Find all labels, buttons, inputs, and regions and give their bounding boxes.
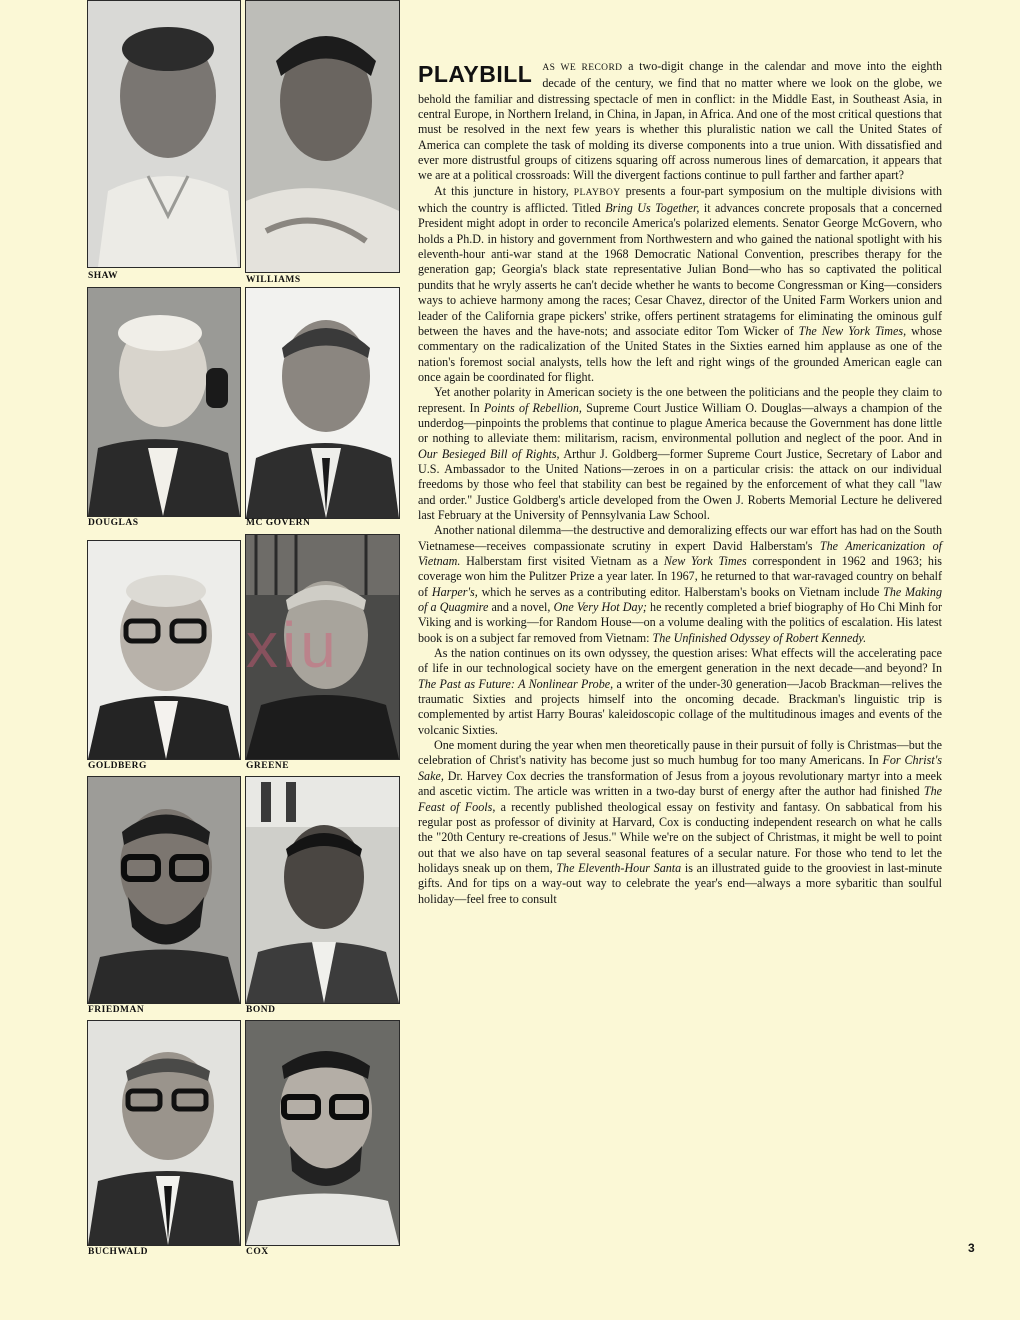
- portrait-shaw: [87, 0, 241, 268]
- text-span: Halberstam first visited Vietnam as a: [460, 554, 664, 568]
- caption-goldberg: GOLDBERG: [88, 761, 147, 771]
- title-italic: The Past as Future: A Nonlinear Probe,: [418, 676, 614, 691]
- portrait-goldberg: [87, 540, 241, 760]
- portrait-friedman: [87, 776, 241, 1004]
- lead-in-smallcaps: AS WE RECORD: [542, 63, 623, 73]
- title-italic: For Christ's Sake,: [418, 753, 943, 783]
- caption-mcgovern: MC GOVERN: [246, 518, 311, 528]
- portrait-douglas: [87, 287, 241, 517]
- text-span: a recently published theological essay on festivity and fantasy. On sabbatical from his regular post as professor of divinity at Harvard, Cox is conducting independent research on what he calls the "20th Century re-creations of Jesus." While we're on the subject of Christmas, it might be well to point out that we also have on tap several seasonal features of a secular nature. For those who tend to let the holidays sneak up on them,: [418, 799, 942, 875]
- text-span: Supreme Court Justice William O. Douglas—always a champion of the underdog—pinpoints the problems that continue to plague America because the Government has done little or nothing to alleviate them: militarism, racism, environmental pollution and neglect of the poor. And in: [418, 400, 942, 446]
- text-span: is an illustrated guide to the grooviest in last-minute gifts. And for tips on a way-out way to celebrate the year's end—always a more sybaritic than soulful holiday—feel free to consult: [418, 860, 942, 906]
- caption-cox: COX: [246, 1247, 269, 1257]
- title-italic: The New York Times,: [798, 323, 907, 338]
- caption-douglas: DOUGLAS: [88, 518, 139, 528]
- text-span: a writer of the under-30 generation—Jacob Brackman—relives the traumatic Sixties and projects himself into the oncoming decade. Brackman's linguistic trip is complemented by artist Harry Bouras' kaleidoscopic collage of the multitudinous images and events of the volcanic Sixties.: [418, 676, 942, 737]
- title-italic: Our Besieged Bill of Rights,: [418, 446, 560, 461]
- title-italic: Bring Us Together,: [605, 201, 700, 216]
- portrait-greene: [245, 534, 400, 760]
- portrait-bond: [245, 776, 400, 1004]
- text-span: Another national dilemma—the destructive and demoralizing effects our war effort has had on the South Vietnamese—receives compassionate scrutiny in expert David Halberstam's: [418, 523, 942, 553]
- paragraph-polarity: [418, 385, 942, 523]
- title-italic: Harper's,: [431, 584, 478, 599]
- paragraph-symposium: [418, 184, 942, 385]
- caption-shaw: SHAW: [88, 271, 118, 281]
- text-span: Dr. Harvey Cox decries the transformation of Jesus from a joyous revolutionary martyr into a meek and ascetic victim. The article was written in a two-day burst of energy after the author had finished: [418, 768, 942, 799]
- title-italic: The Unfinished Odyssey of Robert Kennedy.: [652, 630, 867, 645]
- caption-greene: GREENE: [246, 761, 290, 771]
- portrait-mcgovern: [245, 287, 400, 519]
- caption-friedman: FRIEDMAN: [88, 1005, 145, 1015]
- page-number: 3: [968, 1241, 975, 1255]
- watermark: xiu: [246, 609, 340, 681]
- text-span: which he serves as a contributing editor. Halberstam's books on Vietnam include: [477, 584, 884, 599]
- text-span: Yet another polarity in American society is the one between the politicians and the people they claim to represent. In: [418, 385, 942, 415]
- title-italic: One Very Hot Day;: [553, 600, 647, 615]
- caption-buchwald: BUCHWALD: [88, 1247, 148, 1257]
- text-span: and a novel,: [488, 600, 554, 615]
- playbill-masthead: PLAYBILL: [418, 61, 533, 87]
- text-span: he recently completed a brief biography of Ho Chi Minh for Viking and is working—for Random House—on a volume dealing with the politics of escalation. His latest book is on a subject far removed from Vietnam:: [418, 600, 942, 645]
- title-italic: The Feast of Fools,: [418, 784, 942, 814]
- photo-column: [0, 0, 400, 1320]
- portrait-williams: [245, 0, 400, 273]
- portrait-cox: [245, 1020, 400, 1246]
- text-span: it advances concrete proposals that a concerned President might adopt in order to reconcile America's polarized elements. Senator George McGovern, who holds a Ph.D. in history and government from Northwestern and who gained the national spotlight with his eleventh-hour anti-war stand at the 1968 Democratic National Convention, prescribes therapy for the generation gap; Georgia's black state representative Julian Bond—who has so captivated the political pundits that he wryly asserts he can't decide whether he wants to become Congressman or King—considers ways to achieve harmony among the races; Cesar Chavez, director of the United Farm Workers union and leader of the California grape pickers' strike, offers pertinent stratagems for eliminating the ominous gulf between the haves and the have-nots; and associate editor Tom Wicker of: [418, 201, 942, 338]
- text-span: presents a four-part symposium on the multiple divisions with which the country is afflicted. Titled: [418, 183, 943, 216]
- text-span: Arthur J. Goldberg—former Supreme Court Justice, Secretary of Labor and U.S. Ambassador to the United Nations—zeroes in on a particular crisis: the attack on our individual freedoms by those who feel that stability can best be regained by the enforcement of what they call "law and order." Justice Goldberg's article developed from the Owen J. Roberts Memorial Lecture he delivered last February at the University of Pennsylvania Law School.: [418, 446, 942, 522]
- title-italic: The Eleventh-Hour Santa: [556, 860, 682, 875]
- intro-text: a two-digit change in the calendar and move into the eighth decade of the century, we find that no matter where we look on the globe, we behold the familiar and distressing spectacle of men in conflict: in the Middle East, in Southeast Asia, in central Europe, in Northern Ireland, in China, in Japan, in Africa. And one of the most critical questions that must be resolved in the next few years is whether this pluralistic nation we call the United States of America can complete the task of molding its diverse components into a true union. With dissatisfied and ever more distrustful groups of citizens squaring off across numerous lines of demarcation, it appears that we are at a political crossroads: Will the divergent factions continue to pull farther and farther apart?: [418, 59, 942, 183]
- paragraph-intro: [418, 59, 942, 184]
- title-italic: Points of Rebellion,: [483, 400, 582, 415]
- text-span: As the nation continues on its own odyssey, the question arises: What effects will the accelerating pace of life in our technological society have on the emergent generation in the next decade—and beyond? In: [418, 646, 942, 676]
- title-italic: The Americanization of Vietnam.: [418, 538, 942, 568]
- portrait-buchwald: [87, 1020, 241, 1246]
- text-span: correspondent in 1962 and 1963; his coverage won him the Pulitzer Prize a year later. In 1967, he returned to that war-ravaged country on behalf of: [418, 554, 943, 599]
- title-italic: New York Times: [663, 554, 747, 568]
- text-span: At this juncture in history,: [434, 183, 574, 198]
- paragraph-vietnam: [418, 523, 942, 646]
- title-italic: The Making of a Quagmire: [418, 584, 942, 615]
- paragraph-christmas: [418, 738, 942, 907]
- caption-williams: WILLIAMS: [246, 275, 301, 285]
- text-span: whose commentary on the radicalization of the United States in the Sixties earned him applause as one of the nation's foremost social analysts, tells how the left and right wings of the grounded American eagle can once again be coordinated for flight.: [418, 323, 942, 384]
- text-span: One moment during the year when men theoretically pause in their pursuit of folly is Christmas—but the celebration of Christ's nativity has become just so much humbug for too many Americans. In: [418, 738, 942, 768]
- playboy-smallcaps: PLAYBOY: [573, 187, 621, 198]
- paragraph-odyssey: [418, 646, 942, 738]
- caption-bond: BOND: [246, 1005, 276, 1015]
- playbill-article: [418, 59, 942, 907]
